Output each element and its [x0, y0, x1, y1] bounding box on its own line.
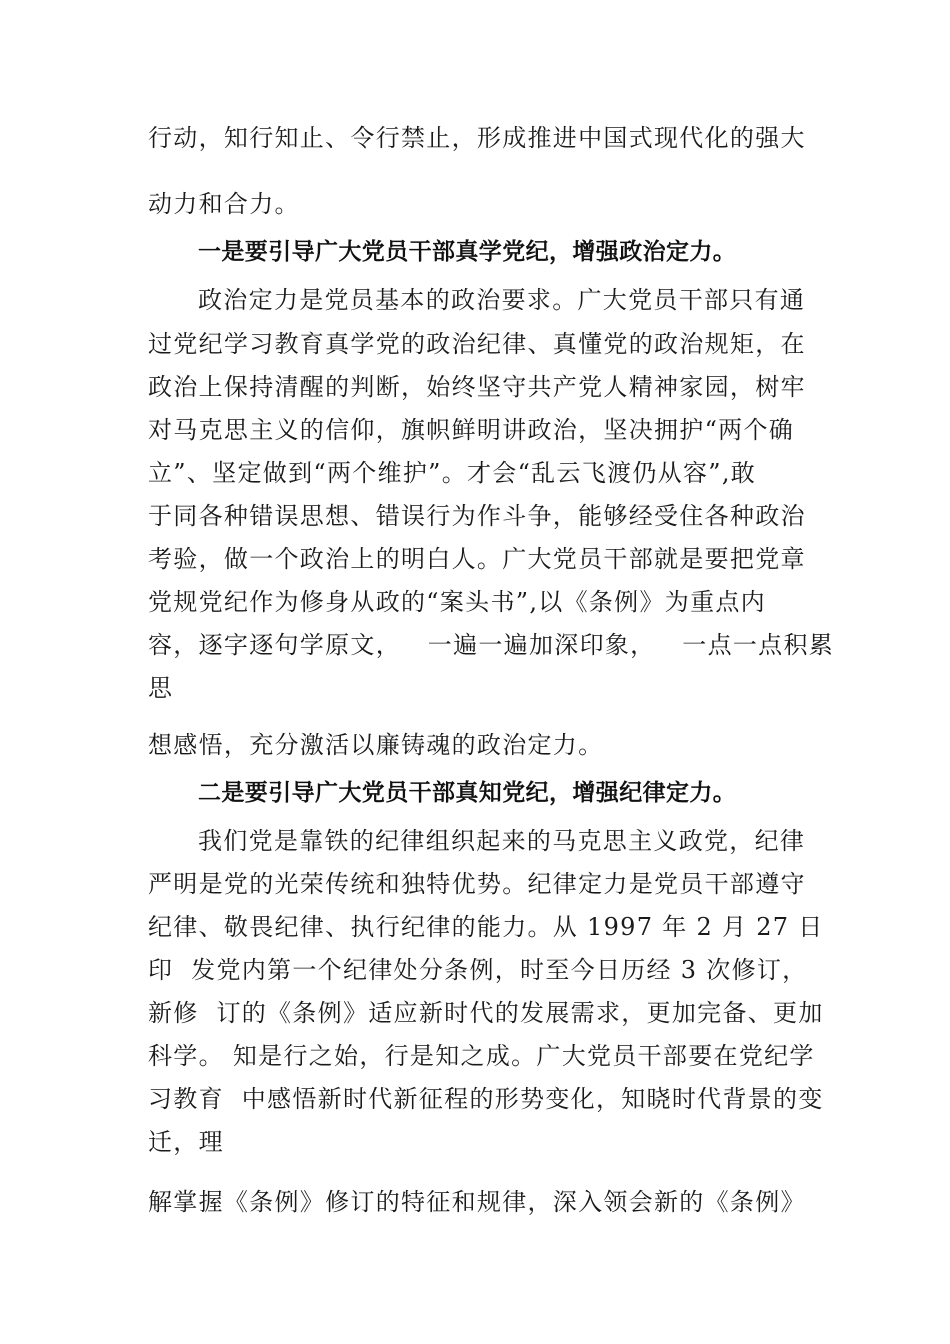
- text-line: 科学。 知是行之始，行是知之成。广大党员干部要在党纪学: [148, 1042, 815, 1070]
- text-line: 政治定力是党员基本的政治要求。广大党员干部只有通: [198, 286, 806, 314]
- text-line: 解掌握《条例》修订的特征和规律，深入领会新的《条例》: [148, 1188, 806, 1216]
- text-line: 印 发党内第一个纪律处分条例，时至今日历经 3 次修订，: [148, 956, 808, 984]
- text-line: 容，逐字逐句学原文， 一遍一遍加深印象， 一点一点积累: [148, 631, 835, 659]
- text-line: 习教育 中感悟新时代新征程的形势变化，知晓时代背景的变: [148, 1085, 824, 1113]
- text-line: 纪律、敬畏纪律、执行纪律的能力。从 1997 年 2 月 27 日: [148, 913, 824, 941]
- text-line: 我们党是靠铁的纪律组织起来的马克思主义政党，纪律: [198, 827, 806, 855]
- text-line: 对马克思主义的信仰，旗帜鲜明讲政治，坚决拥护“两个确: [148, 416, 795, 444]
- text-line: 思: [148, 674, 174, 702]
- text-line: 严明是党的光荣传统和独特优势。纪律定力是党员干部遵守: [148, 870, 806, 898]
- text-line: 想感悟，充分激活以廉铸魂的政治定力。: [148, 731, 604, 759]
- text-line: 新修 订的《条例》适应新时代的发展需求，更加完备、更加: [148, 999, 824, 1027]
- text-line: 于同各种错误思想、错误行为作斗争，能够经受住各种政治: [148, 502, 806, 530]
- text-line: 政治上保持清醒的判断，始终坚守共产党人精神家园，树牢: [148, 373, 806, 401]
- text-line: 党规党纪作为修身从政的“案头书”,以《条例》为重点内: [148, 588, 766, 616]
- text-line: 过党纪学习教育真学党的政治纪律、真懂党的政治规矩，在: [148, 330, 806, 358]
- text-line: 行动，知行知止、令行禁止，形成推进中国式现代化的强大: [148, 124, 806, 152]
- text-line: 动力和合力。: [148, 190, 300, 218]
- section-heading-1: 一是要引导广大党员干部真学党纪，增强政治定力。: [198, 239, 737, 265]
- text-line: 立”、坚定做到“两个维护”。才会“乱云飞渡仍从容”,敢: [148, 459, 757, 487]
- text-line: 迁，理: [148, 1128, 224, 1156]
- section-heading-2: 二是要引导广大党员干部真知党纪，增强纪律定力。: [198, 780, 737, 806]
- text-line: 考验，做一个政治上的明白人。广大党员干部就是要把党章: [148, 545, 806, 573]
